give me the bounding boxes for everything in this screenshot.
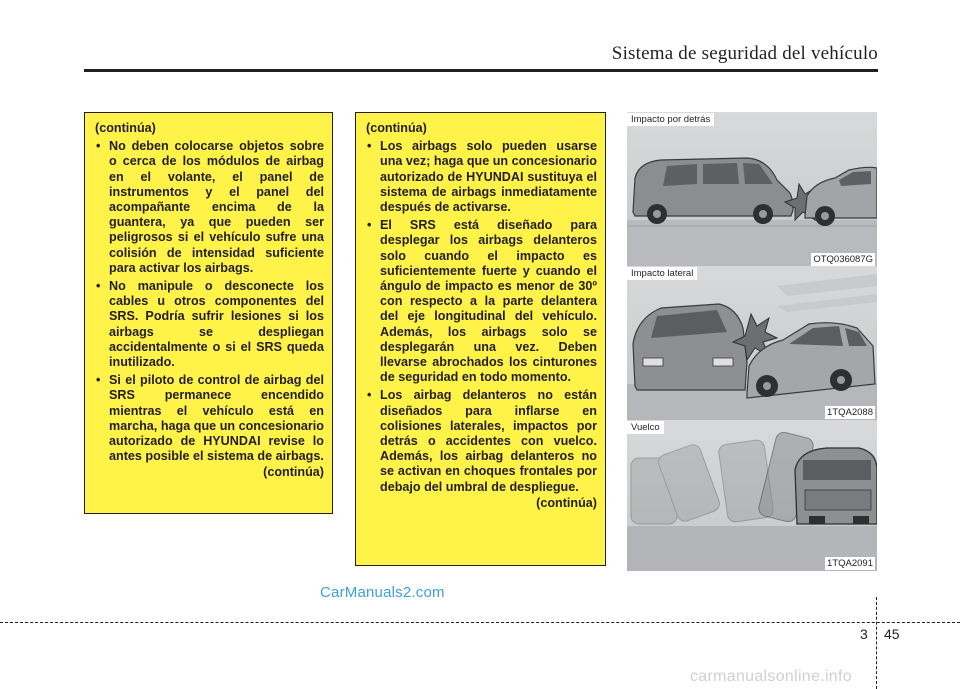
figure-rollover: [627, 420, 877, 571]
side-impact-illustration: [627, 266, 877, 420]
list-item: • Los airbags solo pueden usarse una vez; haga que un concesionario autorizado de HYUNDAI sustituya el sistema de airbags inmediatamente después de activarse.: [366, 139, 597, 215]
continued-bottom-label: (continúa): [263, 465, 324, 480]
continued-top-label: (continúa): [95, 121, 156, 135]
figure-rear-impact: [627, 112, 877, 267]
list-item: • El SRS está diseñado para desplegar los airbags delanteros solo cuando el impacto es suficientemente fuerte y cuando el ángulo de impacto es menor de 30º con respecto a la parte delantera del eje longitudinal del vehículo. Además, los airbags solo se desplegarán una vez. Deben llevarse abrochados los cinturones de seguridad en todo momento.: [366, 218, 597, 385]
header-rule: [84, 69, 878, 72]
page-number-divider: [876, 597, 877, 689]
rollover-illustration: [627, 420, 877, 571]
watermark-link[interactable]: CarManuals2.com: [320, 584, 445, 601]
list-item: • No deben colocarse objetos sobre o cerca de los módulos de airbag en el volante, el panel de instrumentos y el panel del acompañante encima de la guantera, ya que pueden ser peligrosos si el vehículo sufre una colisión de intensidad suficiente para activar los airbags.: [95, 139, 324, 276]
continued-bottom-label: (continúa): [536, 495, 597, 510]
page-number: 45: [884, 626, 900, 642]
figure-caption: Vuelco: [627, 421, 664, 434]
figure-code: 1TQA2088: [827, 407, 873, 418]
rear-impact-illustration: [627, 112, 877, 267]
chapter-number: 3: [860, 626, 868, 642]
page-header-title: Sistema de seguridad del vehículo: [611, 43, 878, 64]
warning-box-2: [355, 112, 606, 566]
list-item: • Si el piloto de control de airbag del SRS permanece encendido mientras el vehículo está en marcha, haga que un concesionario autorizado de HYUNDAI revise lo antes posible el sistema de airbags.: [95, 373, 324, 464]
site-watermark: carmanualsonline.info: [690, 668, 852, 685]
list-item: • Los airbag delanteros no están diseñados para inflarse en colisiones laterales, impactos por detrás o accidentes con vuelco. Además, los airbag delanteros no se activan en choques frontales por debajo del umbral de despliegue.: [366, 388, 597, 494]
list-item: • No manipule o desconecte los cables u otros componentes del SRS. Podría sufrir lesiones si los airbags se despliegan accidentalmente o si el SRS queda inutilizado.: [95, 279, 324, 370]
footer-rule: [0, 622, 960, 623]
figure-side-impact: [627, 266, 877, 420]
warning-list-2: [366, 139, 597, 495]
figure-code: OTQ036087G: [813, 254, 873, 265]
continued-top-label: (continúa): [366, 121, 427, 135]
figure-caption: Impacto por detrás: [627, 113, 714, 126]
figure-code: 1TQA2091: [827, 558, 873, 569]
warning-box-1: [84, 112, 333, 514]
warning-list-1: [95, 139, 324, 464]
figure-caption: Impacto lateral: [627, 267, 697, 280]
